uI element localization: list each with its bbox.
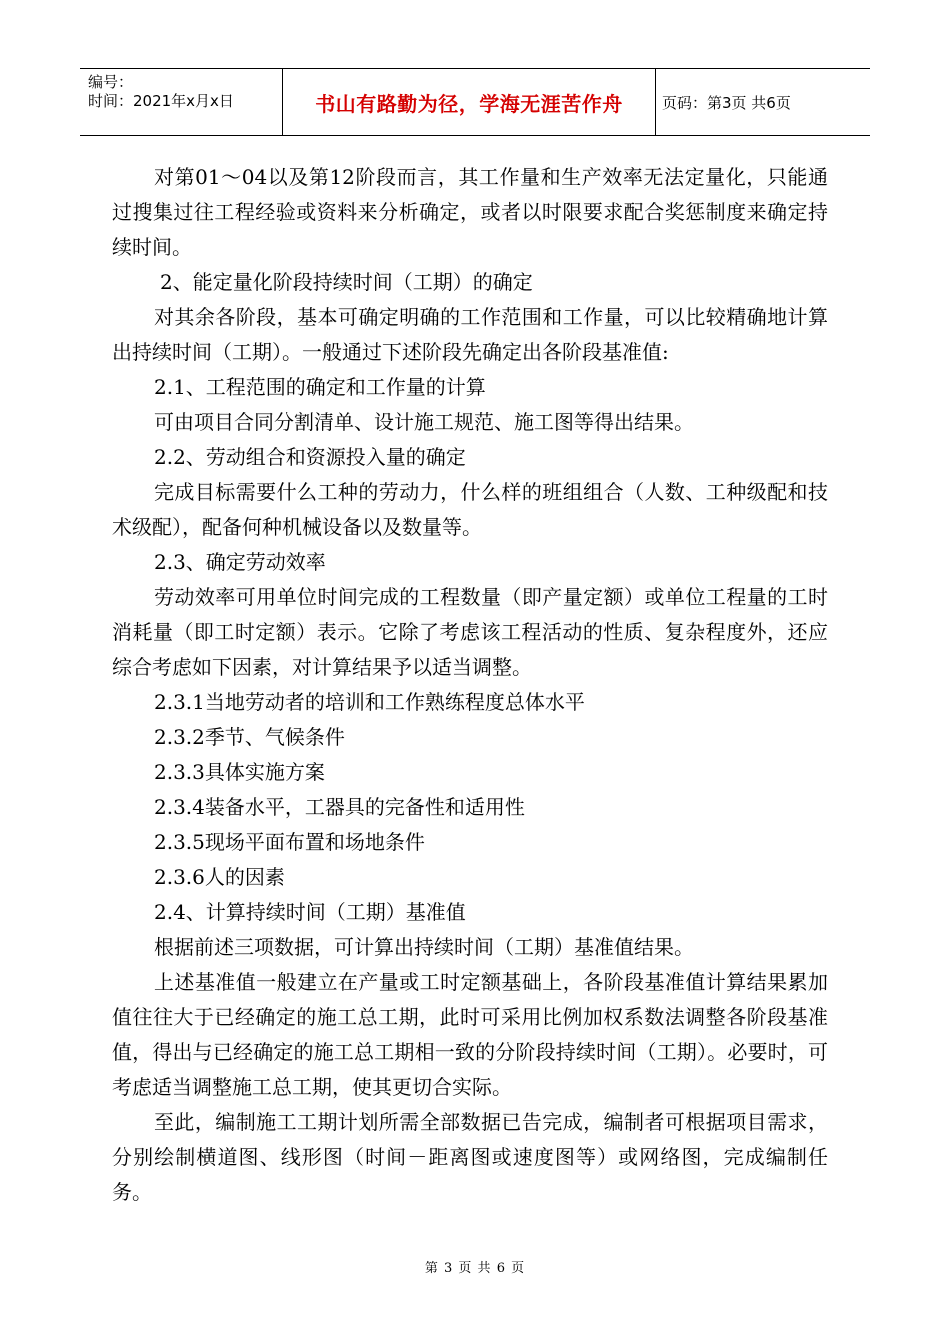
section-heading: 2.4、计算持续时间（工期）基准值 [154, 900, 466, 924]
section-heading: 2.1、工程范围的确定和工作量的计算 [154, 375, 486, 399]
list-item: 2.3.5现场平面布置和场地条件 [154, 830, 425, 854]
paragraph: 劳动效率可用单位时间完成的工程数量（即产量定额）或单位工程量的工时消耗量（即工时定额）表示。它除了考虑该工程活动的性质、复杂程度外，还应综合考虑如下因素，对计算结果予以适当调整。 [112, 585, 828, 679]
section-heading: 2、能定量化阶段持续时间（工期）的确定 [160, 270, 533, 294]
page-header [80, 68, 870, 136]
header-motto: 书山有路勤为径，学海无涯苦作舟 [283, 69, 656, 135]
paragraph: 至此，编制施工工期计划所需全部数据已告完成，编制者可根据项目需求，分别绘制横道图、线形图（时间－距离图或速度图等）或网络图，完成编制任务。 [112, 1110, 828, 1204]
document-date-label: 时间：2021年x月x日 [88, 92, 234, 110]
list-item: 2.3.2季节、气候条件 [154, 725, 345, 749]
paragraph: 可由项目合同分割清单、设计施工规范、施工图等得出结果。 [154, 410, 694, 434]
list-item: 2.3.6人的因素 [154, 865, 285, 889]
header-meta [80, 69, 283, 135]
paragraph: 对第01～04以及第12阶段而言，其工作量和生产效率无法定量化，只能通过搜集过往工程经验或资料来分析确定，或者以时限要求配合奖惩制度来确定持续时间。 [112, 165, 828, 259]
list-item: 2.3.3具体实施方案 [154, 760, 325, 784]
document-number-label: 编号： [88, 73, 134, 91]
list-item: 2.3.4装备水平，工器具的完备性和适用性 [154, 795, 525, 819]
paragraph: 上述基准值一般建立在产量或工时定额基础上，各阶段基准值计算结果累加值往往大于已经确定的施工总工期，此时可采用比例加权系数法调整各阶段基准值，得出与已经确定的施工总工期相一致的分阶段持续时间（工期）。必要时，可考虑适当调整施工总工期，使其更切合实际。 [112, 970, 828, 1099]
list-item: 2.3.1当地劳动者的培训和工作熟练程度总体水平 [154, 690, 585, 714]
document-body [112, 160, 828, 1210]
paragraph: 根据前述三项数据，可计算出持续时间（工期）基准值结果。 [154, 935, 694, 959]
paragraph: 对其余各阶段，基本可确定明确的工作范围和工作量，可以比较精确地计算出持续时间（工期）。一般通过下述阶段先确定出各阶段基准值: [112, 305, 828, 364]
section-heading: 2.2、劳动组合和资源投入量的确定 [154, 445, 466, 469]
header-page-code: 页码：第3页 共6页 [662, 93, 791, 112]
paragraph: 完成目标需要什么工种的劳动力，什么样的班组组合（人数、工种级配和技术级配），配备何种机械设备以及数量等。 [112, 480, 828, 539]
section-heading: 2.3、确定劳动效率 [154, 550, 326, 574]
page-footer: 第 3 页 共 6 页 [424, 1261, 526, 1276]
